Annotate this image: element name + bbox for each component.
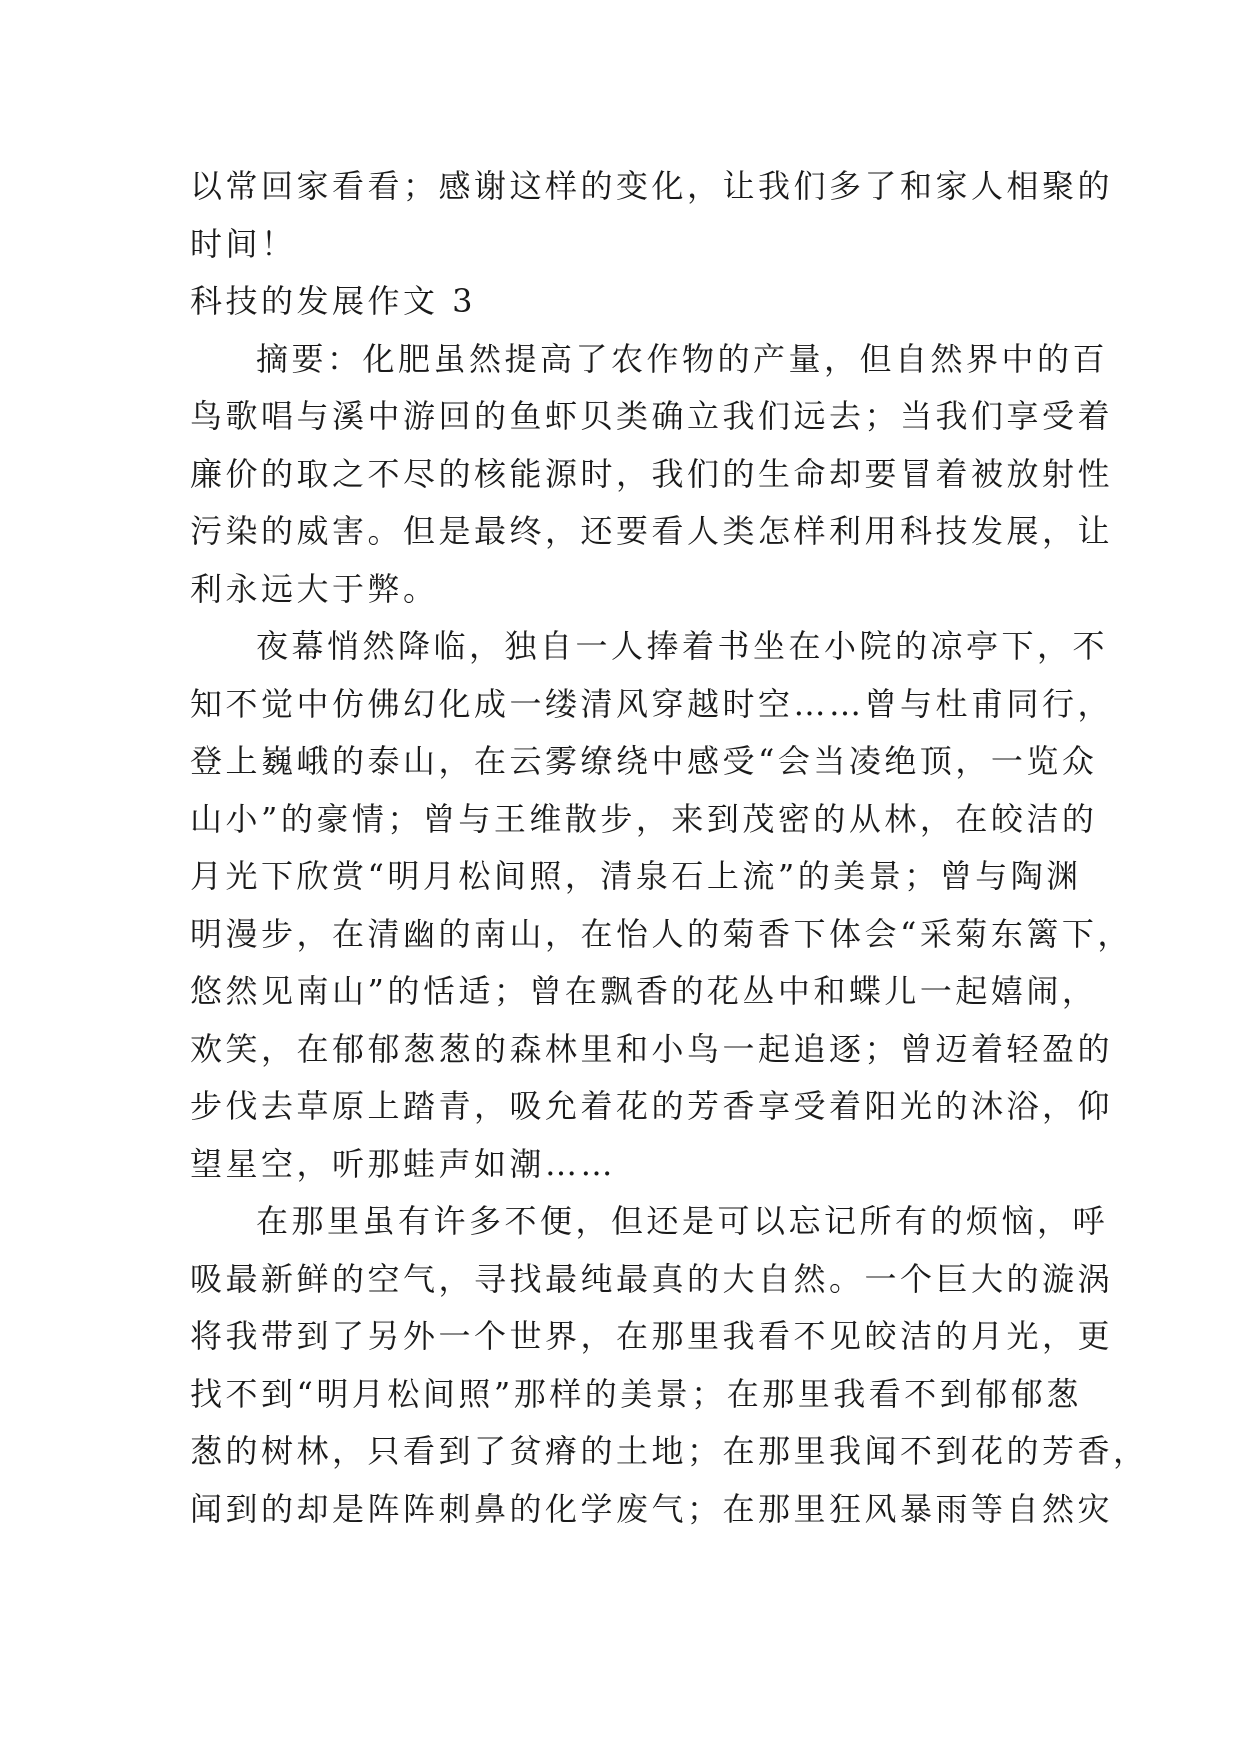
text-line: 望星空，听那蛙声如潮…… — [190, 1144, 617, 1183]
text-line: 知不觉中仿佛幻化成一缕清风穿越时空……曾与杜甫同行， — [190, 684, 1114, 723]
section-heading: 科技的发展作文 3 — [190, 282, 477, 320]
text-line: 闻到的却是阵阵刺鼻的化学废气；在那里狂风暴雨等自然灾 — [190, 1489, 1114, 1528]
text-line: 葱的树林，只看到了贫瘠的土地；在那里我闻不到花的芳香， — [190, 1432, 1149, 1470]
text-line: 鸟歌唱与溪中游回的鱼虾贝类确立我们远去；当我们享受着 — [190, 397, 1114, 435]
text-line: 在那里虽有许多不便，但还是可以忘记所有的烦恼，呼 — [256, 1202, 1109, 1240]
text-line: 欢笑，在郁郁葱葱的森林里和小鸟一起追逐；曾迈着轻盈的 — [190, 1029, 1114, 1068]
text-line: 吸最新鲜的空气，寻找最纯最真的大自然。一个巨大的漩涡 — [190, 1259, 1114, 1298]
text-line: 月光下欣赏“明月松间照，清泉石上流”的美景；曾与陶渊 — [190, 857, 1082, 895]
text-line: 摘要：化肥虽然提高了农作物的产量，但自然界中的百 — [256, 339, 1109, 378]
text-line: 利永远大于弊。 — [190, 569, 439, 608]
text-line: 找不到“明月松间照”那样的美景；在那里我看不到郁郁葱 — [190, 1374, 1082, 1413]
text-line: 悠然见南山”的恬适；曾在飘香的花丛中和蝶儿一起嬉闹， — [190, 972, 1098, 1010]
text-line: 山小”的豪情；曾与王维散步，来到茂密的从林，在皎洁的 — [190, 799, 1098, 838]
text-line: 以常回家看看；感谢这样的变化，让我们多了和家人相聚的 — [190, 167, 1114, 205]
text-line: 夜幕悄然降临，独自一人捧着书坐在小院的凉亭下，不 — [256, 627, 1109, 665]
text-line: 明漫步，在清幽的南山，在怡人的菊香下体会“采菊东篱下， — [190, 914, 1133, 953]
text-line: 时间！ — [190, 224, 297, 263]
text-line: 将我带到了另外一个世界，在那里我看不见皎洁的月光，更 — [190, 1317, 1114, 1355]
text-line: 步伐去草原上踏青，吸允着花的芳香享受着阳光的沐浴，仰 — [190, 1087, 1114, 1125]
text-line: 污染的威害。但是最终，还要看人类怎样利用科技发展，让 — [190, 512, 1114, 550]
text-line: 登上巍峨的泰山，在云雾缭绕中感受“会当凌绝顶，一览众 — [190, 742, 1098, 780]
text-line: 廉价的取之不尽的核能源时，我们的生命却要冒着被放射性 — [190, 454, 1114, 493]
document-body — [190, 158, 1149, 1538]
